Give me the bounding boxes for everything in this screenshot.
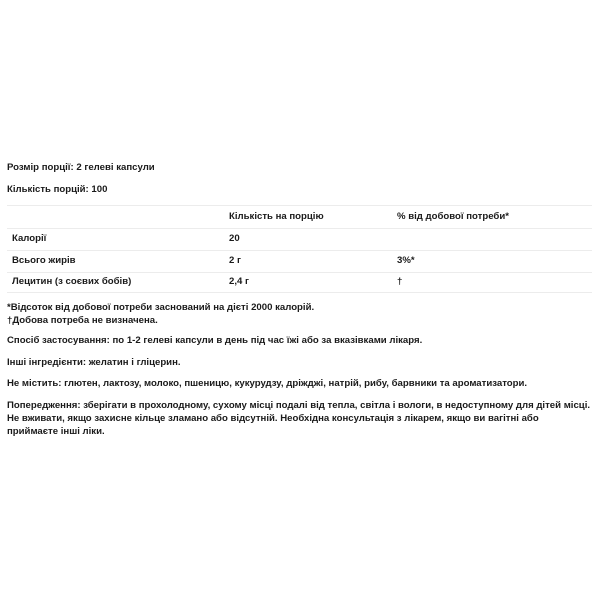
footnote-daily-value: *Відсоток від добової потреби заснований на дієті 2000 калорій. [7, 302, 315, 313]
nutrient-amount: 2 г [229, 255, 241, 266]
usage-directions: Спосіб застосування: по 1-2 гелеві капсули в день під час їжі або за вказівками лікаря. [7, 335, 423, 346]
nutrient-daily-value: 3%* [397, 255, 415, 266]
table-divider [7, 250, 592, 251]
table-divider [7, 272, 592, 273]
table-divider [7, 292, 592, 293]
nutrient-name: Всього жирів [12, 255, 76, 266]
servings-per-container: Кількість порцій: 100 [7, 184, 108, 195]
serving-size: Розмір порції: 2 гелеві капсули [7, 162, 155, 173]
header-daily-value: % від добової потреби* [397, 211, 509, 222]
warning: Попередження: зберігати в прохолодному, сухому місці подалі від тепла, світла і вологи, в недоступному для дітей місці. Не вживати, якщо захисне кільце зламано або відсутній. Необхідна консультація з лікарем, якщо ви вагітні або приймаєте інші ліки. [7, 400, 591, 437]
header-amount-per-serving: Кількість на порцію [229, 211, 324, 222]
does-not-contain: Не містить: глютен, лактозу, молоко, пшеницю, кукурудзу, дріжджі, натрій, рибу, барвники та ароматизатори. [7, 378, 528, 389]
nutrient-amount: 20 [229, 233, 240, 244]
nutrient-amount: 2,4 г [229, 276, 249, 287]
footnote-not-established: †Добова потреба не визначена. [7, 315, 158, 326]
nutrient-daily-value: † [397, 276, 403, 287]
table-divider [7, 228, 592, 229]
table-divider [7, 205, 592, 206]
other-ingredients: Інші інгредієнти: желатин і гліцерин. [7, 357, 181, 368]
nutrient-name: Калорії [12, 233, 47, 244]
nutrient-name: Лецитин (з соєвих бобів) [12, 276, 132, 287]
